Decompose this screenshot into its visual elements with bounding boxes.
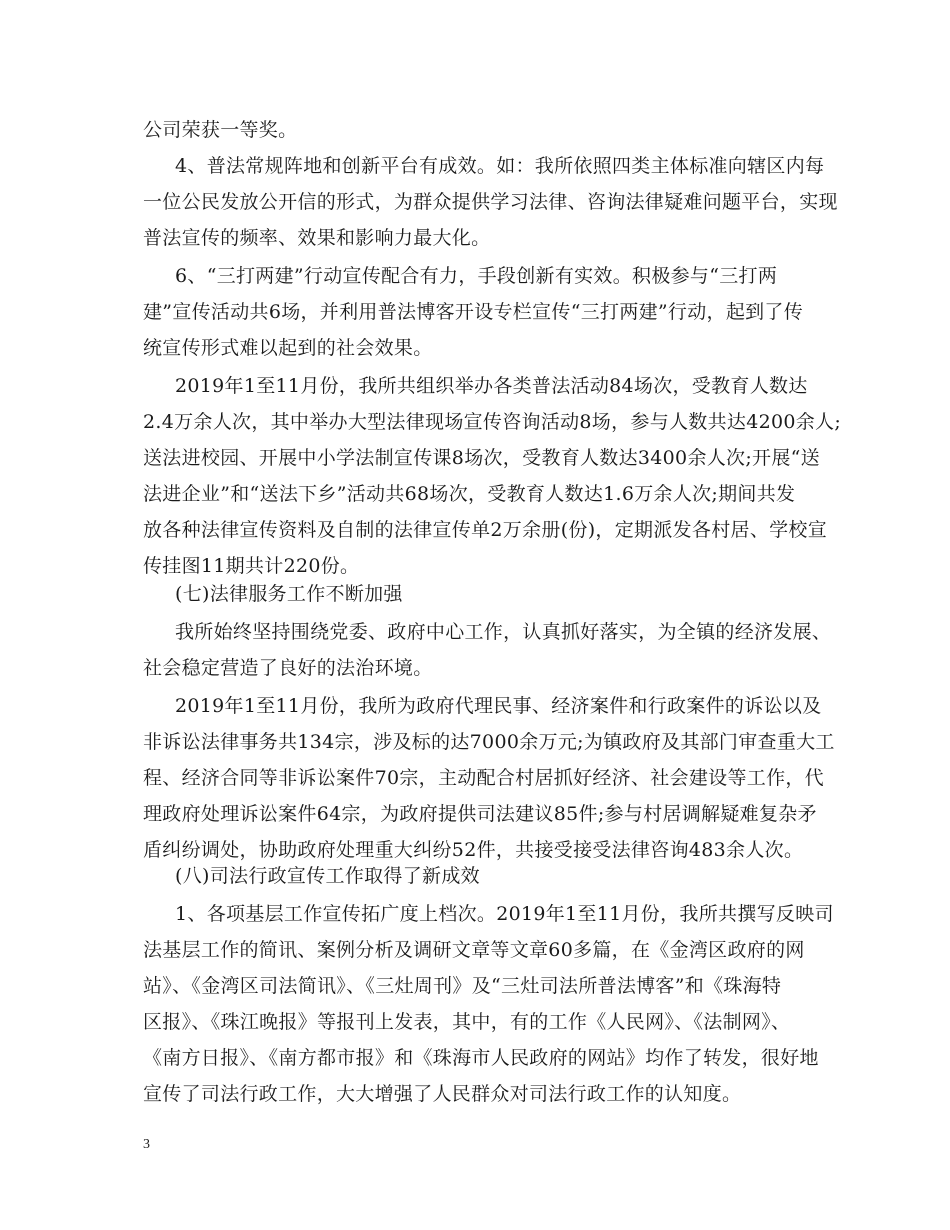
text-line: 一位公民发放公开信的形式，为群众提供学习法律、咨询法律疑难问题平台，实现	[143, 191, 838, 213]
text-line: 2.4万余人次，其中举办大型法律现场宣传咨询活动8场，参与人数共达4200余人;	[143, 411, 842, 433]
text-line: 非诉讼法律事务共134宗，涉及标的达7000余万元;为镇政府及其部门审查重大工	[143, 731, 835, 753]
text-line: 法基层工作的简讯、案例分析及调研文章等文章60多篇，在《金湾区政府的网	[143, 939, 805, 961]
text-line: 程、经济合同等非诉讼案件70宗，主动配合村居抓好经济、社会建设等工作，代	[143, 767, 824, 789]
text-line: 2019年1至11月份，我所为政府代理民事、经济案件和行政案件的诉讼以及	[175, 695, 822, 717]
text-line: 1、各项基层工作宣传拓广度上档次。2019年1至11月份，我所共撰写反映司	[175, 903, 834, 925]
text-line: 社会稳定营造了良好的法治环境。	[143, 657, 433, 679]
text-line: 2019年1至11月份，我所共组织举办各类普法活动84场次，受教育人数达	[175, 375, 808, 397]
text-line: 盾纠纷调处，协助政府处理重大纠纷52件，共接受接受法律咨询483余人次。	[143, 839, 804, 861]
text-line: 4、普法常规阵地和创新平台有成效。如：我所依照四类主体标准向辖区内每	[175, 155, 825, 177]
text-line: 公司荣获一等奖。	[143, 119, 298, 141]
text-line: 法进企业”和“送法下乡”活动共68场次，受教育人数达1.6万余人次;期间共发	[143, 483, 796, 505]
text-line: 建”宣传活动共6场，并利用普法博客开设专栏宣传“三打两建”行动，起到了传	[143, 301, 804, 323]
text-line: 送法进校园、开展中小学法制宣传课8场次，受教育人数达3400余人次;开展“送	[143, 447, 820, 469]
text-line: 《南方日报》、《南方都市报》和《珠海市人民政府的网站》均作了转发，很好地	[143, 1047, 819, 1069]
text-line: 我所始终坚持围绕党委、政府中心工作，认真抓好落实，为全镇的经济发展、	[175, 621, 832, 643]
text-line: 理政府处理诉讼案件64宗，为政府提供司法建议85件;参与村居调解疑难复杂矛	[143, 803, 817, 825]
text-line: 宣传了司法行政工作，大大增强了人民群众对司法行政工作的认知度。	[143, 1083, 742, 1105]
text-line: 站》、《金湾区司法简讯》、《三灶周刊》及“三灶司法所普法博客”和《珠海特	[143, 975, 782, 997]
text-line: 6、“三打两建”行动宣传配合有力，手段创新有实效。积极参与“三打两	[175, 265, 778, 287]
text-line: (七)法律服务工作不断加强	[175, 583, 403, 605]
text-line: (八)司法行政宣传工作取得了新成效	[175, 865, 480, 887]
text-line: 统宣传形式难以起到的社会效果。	[143, 337, 433, 359]
text-line: 放各种法律宣传资料及自制的法律宣传单2万余册(份)，定期派发各村居、学校宣	[143, 519, 828, 541]
text-line: 普法宣传的频率、效果和影响力最大化。	[143, 227, 491, 249]
text-line: 传挂图11期共计220份。	[143, 555, 360, 577]
text-line: 区报》、《珠江晚报》等报刊上发表，其中，有的工作《人民网》、《法制网》、	[143, 1011, 791, 1033]
page-number: 3	[143, 1137, 150, 1152]
